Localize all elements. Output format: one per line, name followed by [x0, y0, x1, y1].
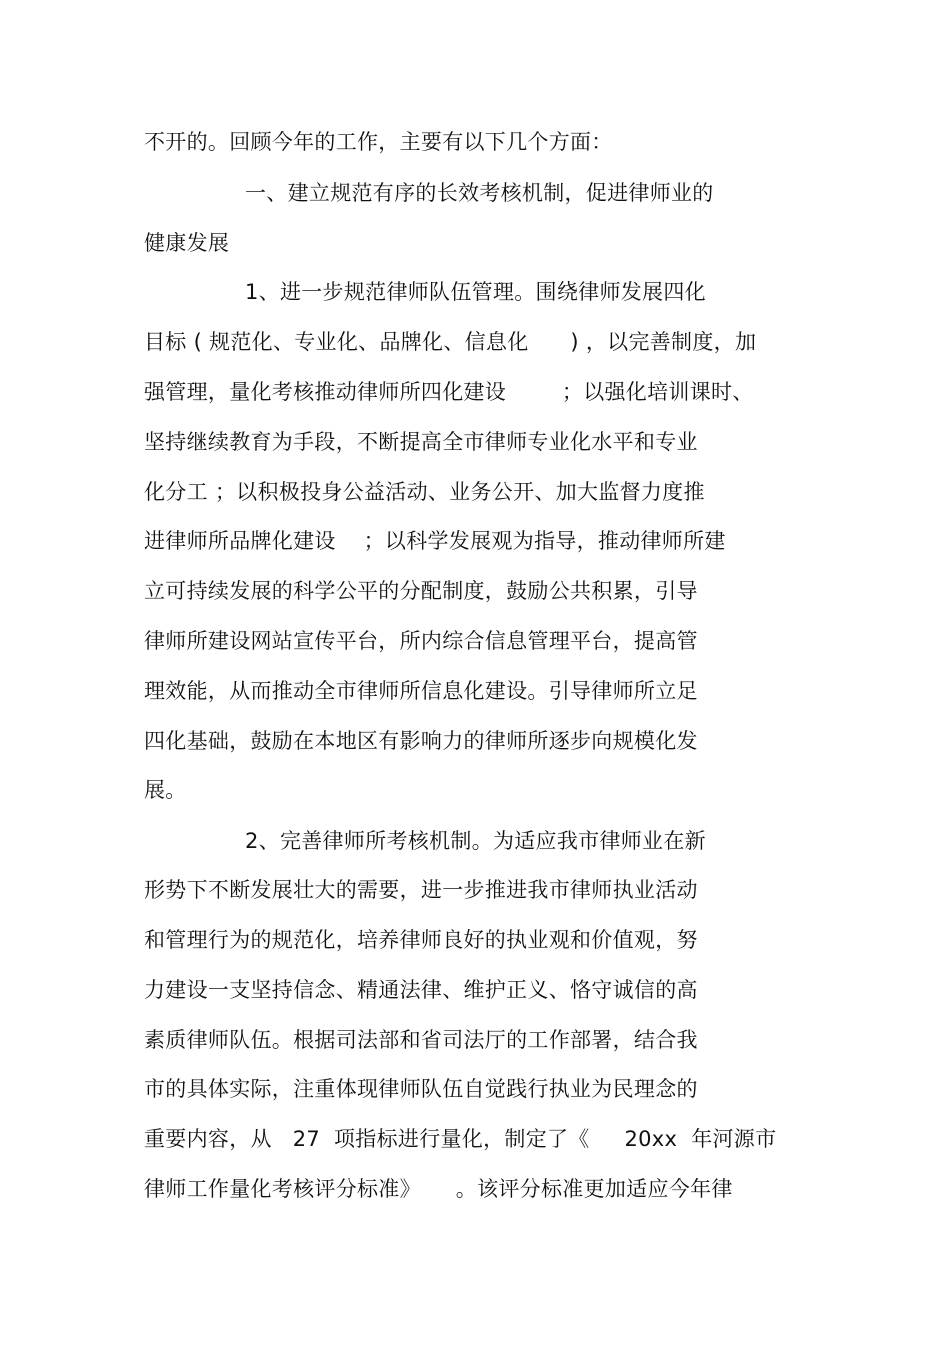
text-line: 立可持续发展的科学公平的分配制度，鼓励公共积累，引导: [144, 579, 698, 603]
text-line: 律师所建设网站宣传平台，所内综合信息管理平台，提高管: [144, 629, 698, 653]
section-heading: 一、建立规范有序的长效考核机制，促进律师业的: [245, 181, 714, 205]
text-line: 律师工作量化考核评分标准》 。该评分标准更加适应今年律: [144, 1177, 733, 1201]
text-line: 形势下不断发展壮大的需要，进一步推进我市律师执业活动: [144, 878, 698, 902]
text-line: 素质律师队伍。根据司法部和省司法厅的工作部署，结合我: [144, 1028, 698, 1052]
text-line: 目标 ( 规范化、专业化、品牌化、信息化 ) ，以完善制度，加: [144, 330, 757, 354]
text-line: 理效能，从而推动全市律师所信息化建设。引导律师所立足: [144, 679, 698, 703]
text-line: 和管理行为的规范化，培养律师良好的执业观和价值观，努: [144, 928, 698, 952]
section-heading-continued: 健康发展: [144, 231, 230, 255]
text-line: 市的具体实际，注重体现律师队伍自觉践行执业为民理念的: [144, 1077, 698, 1101]
text-line: 不开的。回顾今年的工作，主要有以下几个方面：: [144, 130, 613, 154]
text-line: 强管理，量化考核推动律师所四化建设 ；以强化培训课时、: [144, 380, 754, 404]
subsection-heading-1: 1、进一步规范律师队伍管理。围绕律师发展四化: [245, 280, 706, 304]
text-line: 四化基础，鼓励在本地区有影响力的律师所逐步向规模化发: [144, 729, 698, 753]
text-line: 坚持继续教育为手段，不断提高全市律师专业化水平和专业: [144, 430, 698, 454]
text-line: 力建设一支坚持信念、精通法律、维护正义、恪守诚信的高: [144, 978, 698, 1002]
text-line: 化分工 ；以积极投身公益活动、业务公开、加大监督力度推: [144, 480, 705, 504]
text-line: 展。: [144, 778, 187, 802]
subsection-heading-2: 2、完善律师所考核机制。为适应我市律师业在新: [245, 829, 706, 853]
text-line: 重要内容，从 27 项指标进行量化，制定了《 20xx 年河源市: [144, 1127, 777, 1151]
text-line: 进律师所品牌化建设 ；以科学发展观为指导，推动律师所建: [144, 529, 726, 553]
